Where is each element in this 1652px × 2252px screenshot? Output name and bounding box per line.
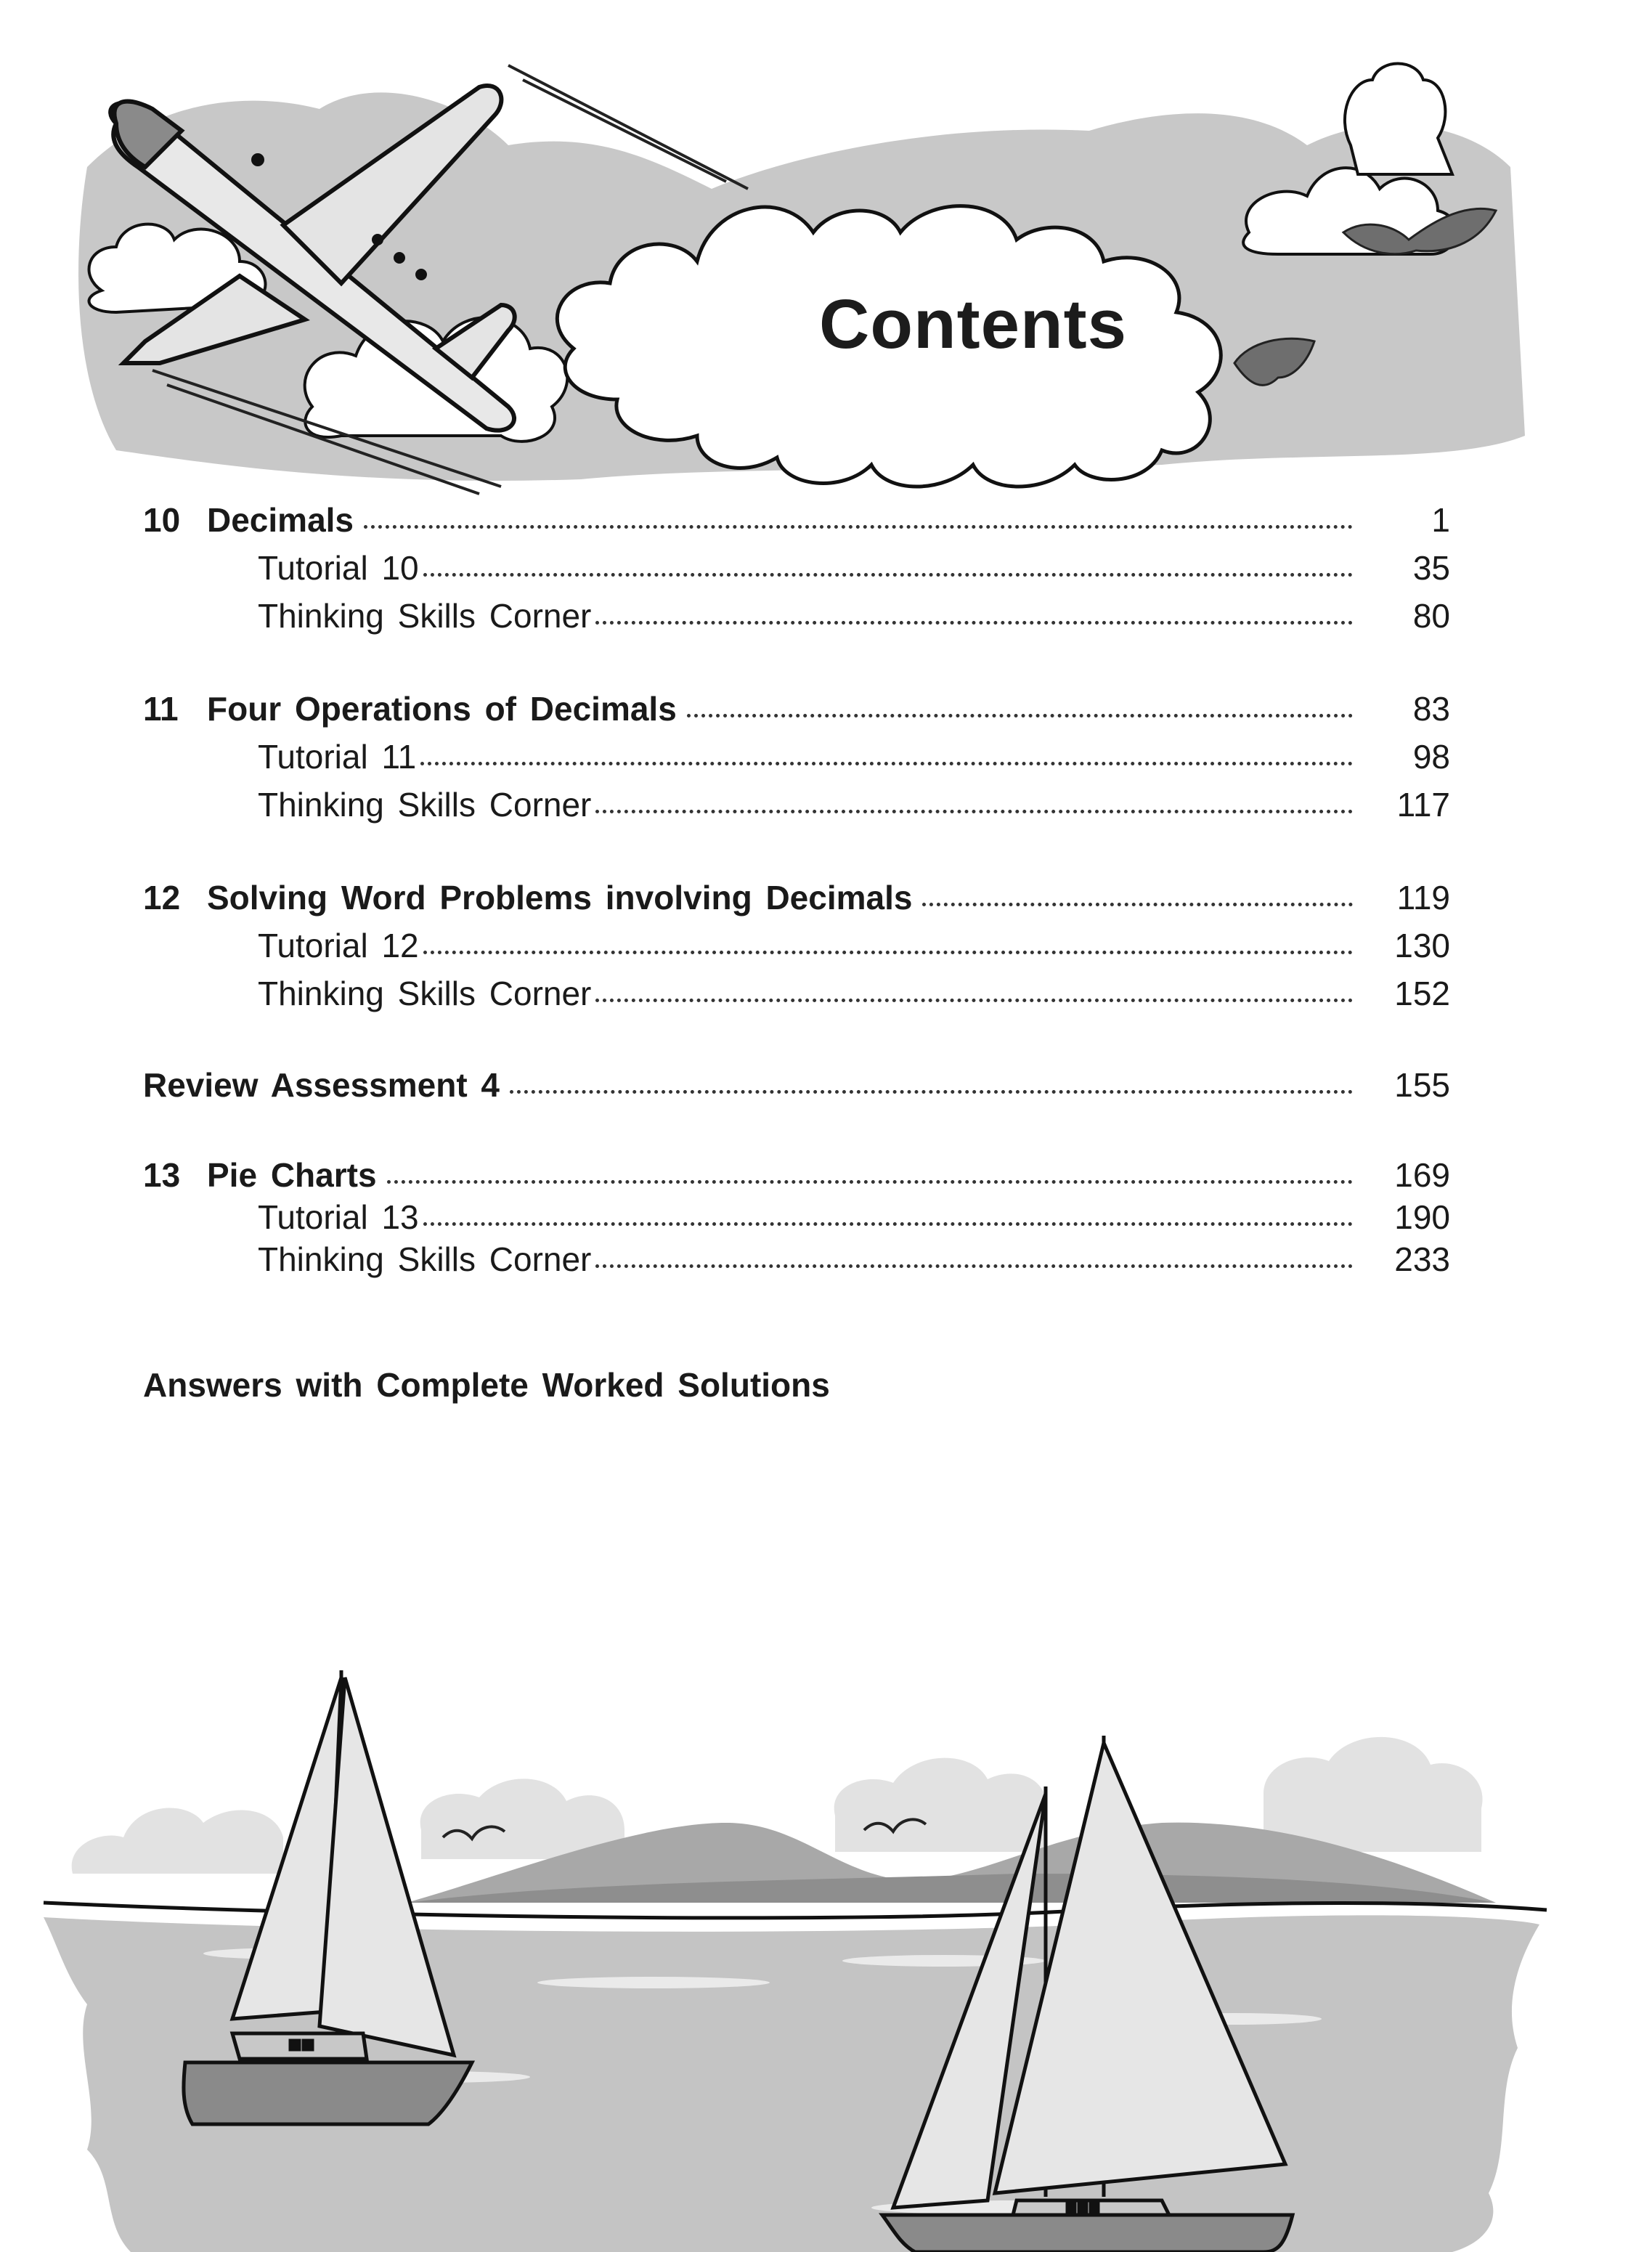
dot-leader bbox=[423, 1222, 1353, 1226]
header-illustration bbox=[0, 0, 1652, 501]
toc-entry-review-assessment-4[interactable] bbox=[143, 1063, 1450, 1107]
cloud-right-tower bbox=[1345, 64, 1452, 175]
dot-leader bbox=[687, 714, 1353, 718]
entry-label: Solving Word Problems involving Decimals bbox=[207, 879, 913, 916]
page-number: 152 bbox=[1394, 975, 1450, 1012]
dot-leader bbox=[420, 762, 1353, 765]
dot-leader bbox=[595, 999, 1353, 1002]
toc-entry-thinking-skills-13[interactable] bbox=[143, 1237, 1450, 1281]
toc-entry-tutorial-10[interactable] bbox=[143, 546, 1450, 590]
toc-entry-answers[interactable]: Answers with Complete Worked Solutions bbox=[143, 1366, 830, 1404]
entry-label: Thinking Skills Corner bbox=[258, 786, 592, 824]
dot-leader bbox=[595, 810, 1353, 813]
cloud-bg-right bbox=[1264, 1737, 1483, 1852]
dot-leader bbox=[423, 573, 1353, 577]
entry-label: Pie Charts bbox=[207, 1156, 377, 1194]
chapter-number: 11 bbox=[143, 690, 179, 728]
page-number: 190 bbox=[1394, 1198, 1450, 1236]
entry-label: Tutorial 13 bbox=[258, 1198, 419, 1236]
dot-leader bbox=[423, 951, 1353, 954]
page-number: 169 bbox=[1394, 1156, 1450, 1194]
page-number: 233 bbox=[1394, 1240, 1450, 1278]
toc-entry-thinking-skills-12[interactable] bbox=[143, 972, 1450, 1015]
chapter-number: 10 bbox=[143, 501, 181, 539]
toc-entry-chapter-11[interactable] bbox=[143, 687, 1450, 731]
page-number: 35 bbox=[1412, 549, 1450, 587]
entry-label: Decimals bbox=[207, 501, 354, 539]
page-number: 155 bbox=[1394, 1066, 1450, 1104]
entry-label: Thinking Skills Corner bbox=[258, 1240, 592, 1278]
entry-label: Tutorial 10 bbox=[258, 549, 419, 587]
dot-leader bbox=[510, 1090, 1353, 1094]
page-number: 98 bbox=[1412, 738, 1450, 776]
entry-label: Tutorial 11 bbox=[258, 738, 417, 776]
dot-leader bbox=[922, 903, 1353, 906]
toc-entry-tutorial-13[interactable] bbox=[143, 1195, 1450, 1239]
dot-leader bbox=[595, 1264, 1353, 1268]
entry-label: Four Operations of Decimals bbox=[207, 690, 677, 728]
page-number: 1 bbox=[1431, 501, 1450, 539]
page-number: 80 bbox=[1412, 597, 1450, 635]
toc-entry-thinking-skills-11[interactable] bbox=[143, 783, 1450, 826]
footer-illustration bbox=[0, 1641, 1652, 2252]
dot-leader bbox=[387, 1180, 1353, 1184]
page-number: 83 bbox=[1412, 690, 1450, 728]
toc-entry-chapter-12[interactable] bbox=[143, 876, 1450, 919]
entry-label: Thinking Skills Corner bbox=[258, 597, 592, 635]
chapter-number: 13 bbox=[143, 1156, 181, 1194]
entry-label: Thinking Skills Corner bbox=[258, 975, 592, 1012]
page-number: 117 bbox=[1396, 786, 1450, 824]
entry-label: Review Assessment 4 bbox=[143, 1066, 500, 1104]
cloud-bg-center bbox=[834, 1758, 1047, 1852]
toc-entry-chapter-13[interactable] bbox=[143, 1153, 1450, 1197]
toc-entry-chapter-10[interactable] bbox=[143, 498, 1450, 542]
toc-entry-tutorial-11[interactable] bbox=[143, 735, 1450, 779]
chapter-number: 12 bbox=[143, 879, 181, 916]
page-number: 130 bbox=[1394, 927, 1450, 964]
dot-leader bbox=[595, 621, 1353, 625]
cloud-bg-left bbox=[72, 1808, 283, 1874]
toc-entry-thinking-skills-10[interactable] bbox=[143, 594, 1450, 638]
dot-leader bbox=[364, 525, 1353, 529]
page-title: Contents bbox=[819, 285, 1127, 363]
page-number: 119 bbox=[1396, 879, 1450, 916]
entry-label: Tutorial 12 bbox=[258, 927, 419, 964]
toc-entry-tutorial-12[interactable] bbox=[143, 924, 1450, 967]
